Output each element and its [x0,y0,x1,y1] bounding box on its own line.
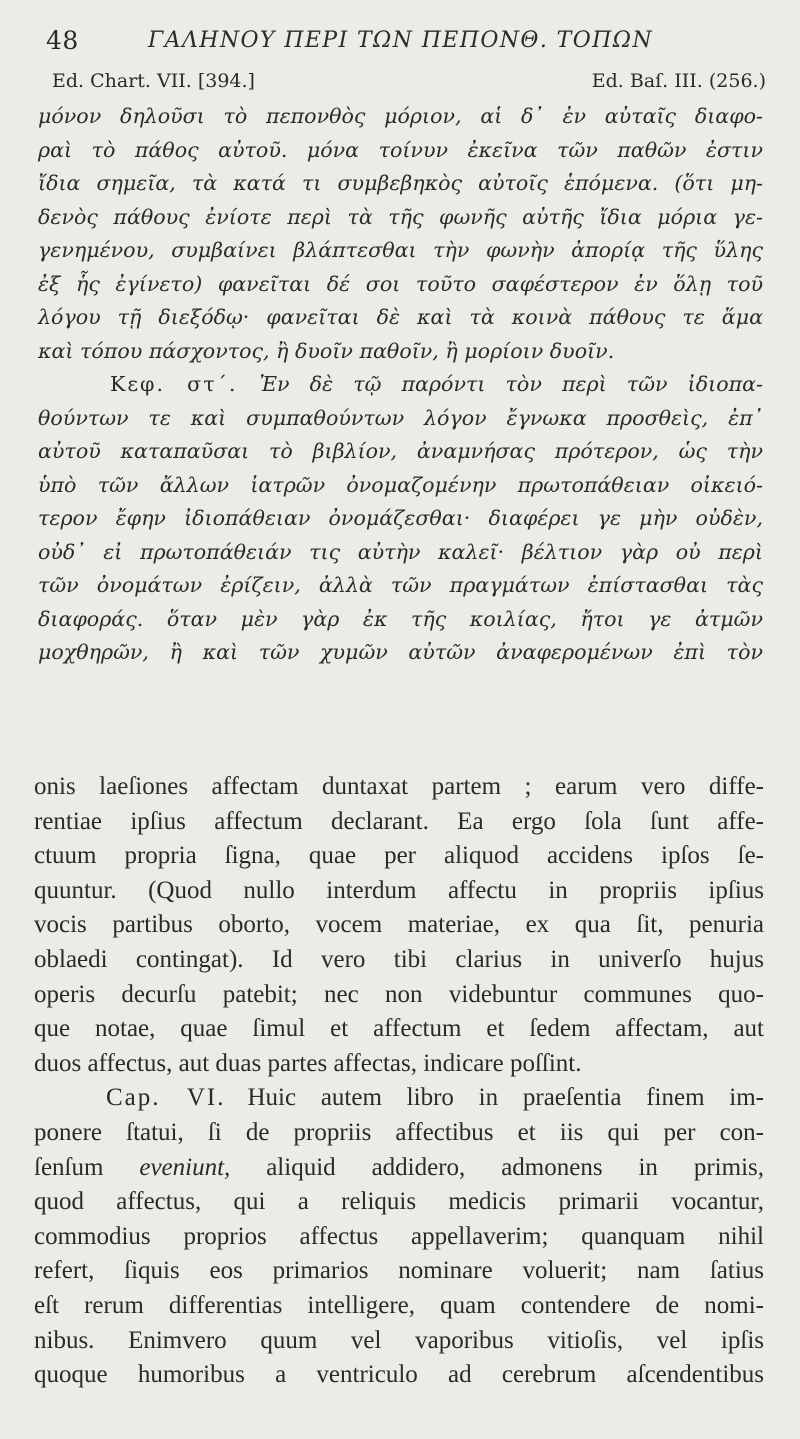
greek-line: μόνον δηλοῦσι τὸ πεπονθὸς μόριον, αἱ δ᾿ ἐν αὐταῖς διαφο- [38,104,763,128]
greek-line: τερον ἔφην ἰδιοπάθειαν ὀνομάζεσθαι· διαφέρει γε μὴν οὐδὲν, [38,506,763,530]
latin-text-segment: ſenſum [34,1153,140,1181]
latin-line: ctuum propria ſigna, quae per aliquod accidens ipſos ſe- [34,842,764,870]
latin-line-with-italic [34,1151,764,1186]
latin-line: duos affectus, aut duas partes affectas, indicare poſſint. [34,1049,582,1077]
latin-line: eſt rerum differentias intelligere, quam contendere de nomi- [34,1291,764,1319]
latin-line: vocis partibus oborto, vocem materiae, ex qua ſit, penuria [34,911,764,939]
page-header [38,24,758,64]
edition-reference-left: Ed. Chart. VII. [394.] [52,70,255,92]
latin-text-segment: aliquid addidero, admonens in primis, [230,1153,764,1181]
greek-chapter-line-text: Ἐν δὲ τῷ παρόντι τὸν περὶ τῶν ἰδιοπα- [259,372,763,396]
latin-line: commodius proprios affectus appellaverim; quanquam nihil [34,1222,764,1250]
greek-chapter-first-line [38,368,763,402]
greek-line: τῶν ὀνομάτων ἐρίζειν, ἀλλὰ τῶν πραγμάτων ἐπίστασθαι τὰς [38,573,763,597]
greek-line: αὐτοῦ καταπαῦσαι τὸ βιβλίον, ἀναμνήσας πρότερον, ὡς τὴν [38,439,763,463]
latin-line: que notae, quae ſimul et affectum et ſedem affectam, aut [34,1015,764,1043]
edition-reference-right: Ed. Baſ. III. (256.) [591,70,766,92]
latin-line: ponere ſtatui, ſi de propriis affectibus et iis qui per con- [34,1118,764,1146]
latin-line: nibus. Enimvero quum vel vaporibus vitioſis, vel ipſis [34,1326,764,1354]
latin-line: refert, ſiquis eos primarios nominare voluerit; nam ſatius [34,1257,764,1285]
latin-line: rentiae ipſius affectum declarant. Ea ergo ſola ſunt affe- [34,807,764,835]
greek-line: μοχθηρῶν, ἢ καὶ τῶν χυμῶν αὐτῶν ἀναφερομένων ἐπὶ τὸν [38,640,763,664]
greek-line: ὑπὸ τῶν ἄλλων ἰατρῶν ὀνομαζομένην πρωτοπάθειαν οἰκειό- [38,472,763,497]
latin-line: quoque humoribus a ventriculo ad cerebrum aſcendentibus [34,1361,764,1389]
running-head: ΓΑΛΗΝΟΥ ΠΕΡΙ ΤΩΝ ΠΕΠΟΝΘ. ΤΟΠΩΝ [148,28,654,53]
latin-italic-word: eveniunt, [139,1153,231,1181]
greek-line: λόγου τῇ διεξόδῳ· φανεῖται δὲ καὶ τὰ κοινὰ πάθους τε ἅμα [38,305,763,329]
greek-line: γενημένου, συμβαίνει βλάπτεσθαι τὴν φωνὴν ἀπορίᾳ τῆς ὕλης [38,238,763,262]
greek-line: ἴδια σημεῖα, τὰ κατά τι συμβεβηκὸς αὐτοῖς ἑπόμενα. (ὅτι μη- [38,171,763,195]
latin-chapter-first-line [34,1081,764,1116]
latin-line: quuntur. (Quod nullo interdum affectu in propriis ipſius [34,876,764,904]
greek-line: καὶ τόπου πάσχοντος, ἢ δυοῖν παθοῖν, ἢ μορίοιν δυοῖν. [38,338,615,363]
greek-line: οὐδ᾿ εἰ πρωτοπάθειάν τις αὐτὴν καλεῖ· βέλτιον γὰρ οὐ περὶ [38,539,763,564]
greek-line: ραὶ τὸ πάθος αὐτοῦ. μόνα τοίνυν ἐκεῖνα τῶν παθῶν ἐστιν [38,137,763,162]
greek-line: θούντων τε καὶ συμπαθούντων λόγον ἔγνωκα προσθεὶς, ἐπ᾿ [38,405,763,430]
latin-chapter-line-text: Huic autem libro in praeſentia finem im- [247,1084,764,1112]
greek-chapter-label: Κεφ. στ΄. [110,372,238,396]
latin-text-block [34,770,764,1393]
page-number: 48 [46,26,79,55]
greek-text-block [38,100,763,670]
latin-line: quod affectus, qui a reliquis medicis primarii vocantur, [34,1188,764,1216]
latin-chapter-label: Cap. VI. [106,1084,226,1112]
greek-line: δενὸς πάθους ἐνίοτε περὶ τὰ τῆς φωνῆς αὐτῆς ἴδια μόρια γε- [38,204,763,229]
latin-line: onis laeſiones affectam duntaxat partem ; earum vero diffe- [34,773,764,800]
greek-line: ἐξ ἧς ἐγίνετο) φανεῖται δέ σοι τοῦτο σαφέστερον ἐν ὅλῃ τοῦ [38,271,763,296]
latin-line: oblaedi contingat). Id vero tibi clarius in univerſo hujus [34,945,764,973]
latin-line: operis decurſu patebit; nec non videbuntur communes quo- [34,980,764,1008]
greek-line: διαφοράς. ὅταν μὲν γὰρ ἐκ τῆς κοιλίας, ἤτοι γε ἀτμῶν [38,606,763,631]
